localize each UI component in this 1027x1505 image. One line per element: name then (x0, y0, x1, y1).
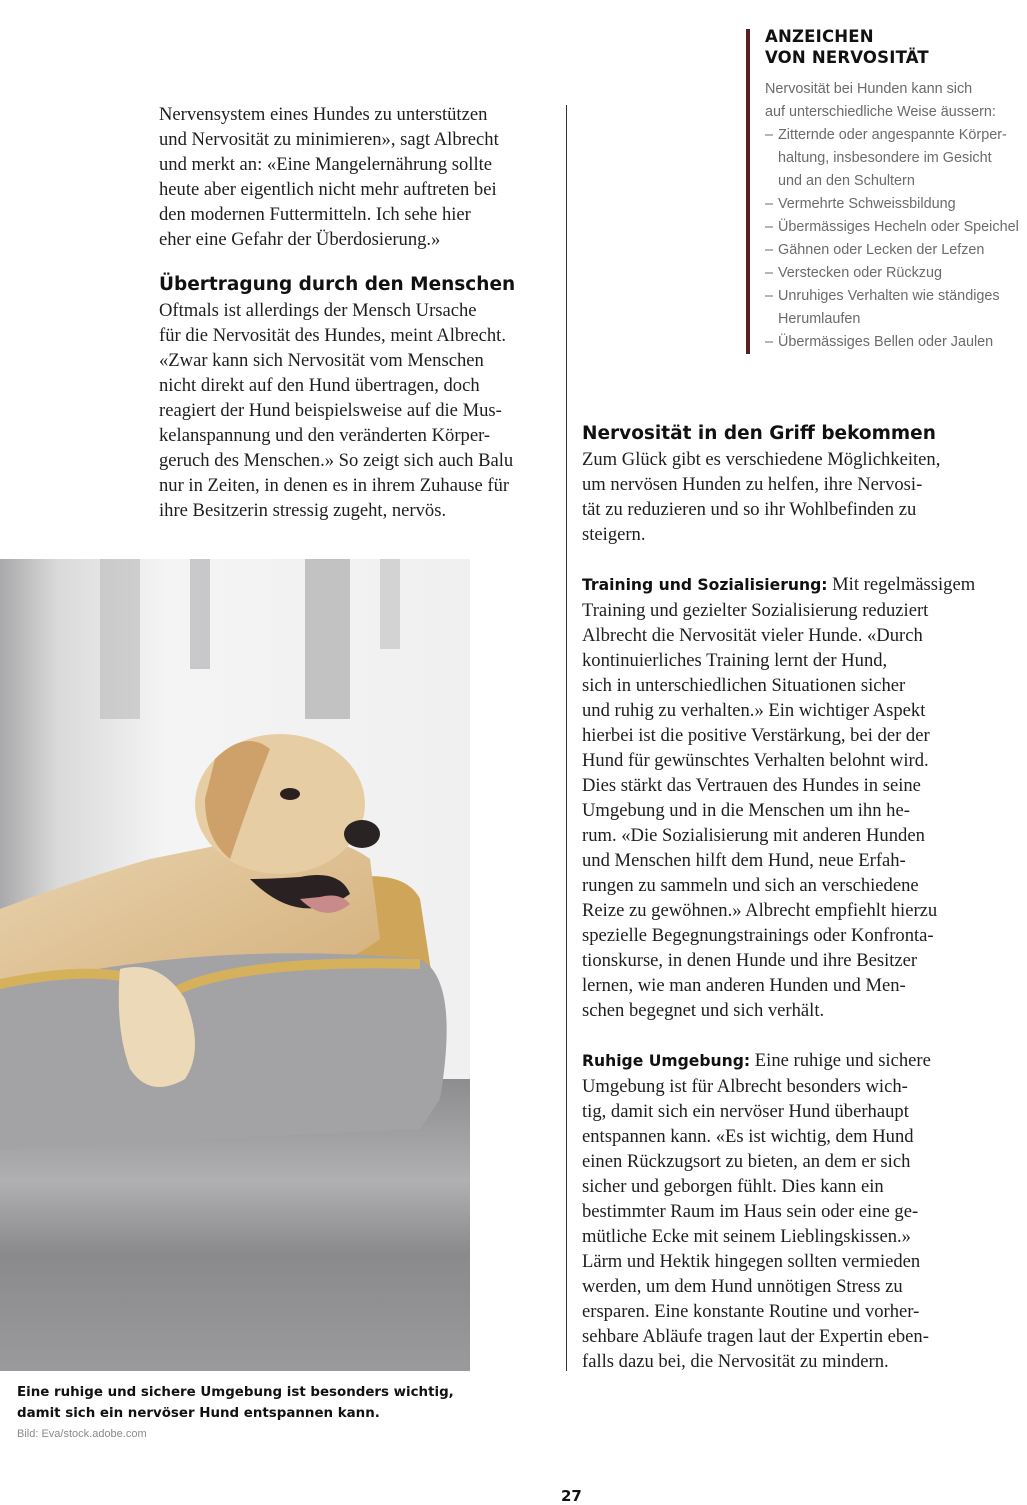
paragraph-lead: Ruhige Umgebung: (582, 1052, 751, 1070)
intro-paragraph (582, 447, 992, 547)
sidebar-list-item (765, 285, 1027, 331)
section-heading: Nervosität in den Griff bekommen (582, 423, 936, 444)
training-paragraph (582, 572, 992, 1023)
text-line: Reize zu gewöhnen.» Albrecht empfiehlt hierzu (582, 900, 938, 921)
text-line: Dies stärkt das Vertrauen des Hundes in seine (582, 775, 921, 796)
list-item-text: und an den Schultern (778, 173, 915, 189)
text-line (582, 572, 992, 598)
dash-bullet: – (765, 242, 774, 258)
text-line (582, 1048, 992, 1074)
text-line: rungen zu sammeln und sich an verschiedene (582, 875, 919, 896)
list-item-text: Übermässiges Bellen oder Jaulen (778, 334, 994, 350)
page-number: 27 (561, 1487, 582, 1505)
text-line: kontinuierliches Training lernt der Hund, (582, 650, 888, 671)
text-line: tig, damit sich ein nervöser Hund überhaupt (582, 1101, 909, 1122)
sidebar-intro-line: auf unterschiedliche Weise äussern: (765, 104, 996, 120)
list-item-text: Zitternde oder angespannte Körper- (778, 127, 1007, 143)
intro-paragraph (159, 102, 559, 252)
text-line: heute aber eigentlich nicht mehr auftreten bei (159, 179, 497, 200)
list-item-text: Verstecken oder Rückzug (778, 265, 942, 281)
text-line: spezielle Begegnungstrainings oder Konfronta- (582, 925, 934, 946)
text-line: ersparen. Eine konstante Routine und vorher- (582, 1301, 920, 1322)
text-line: sehbare Abläufe tragen laut der Expertin eben- (582, 1326, 929, 1347)
text-line: hierbei ist die positive Verstärkung, bei der der (582, 725, 930, 746)
text-line: geruch des Menschen.» So zeigt sich auch Balu (159, 450, 514, 471)
sidebar-title-line: VON NERVOSITÄT (765, 48, 929, 67)
sidebar-box-nervousness-signs (746, 29, 1027, 354)
caption-line: Eine ruhige und sichere Umgebung ist besonders wichtig, (17, 1385, 454, 1400)
caption-text (17, 1382, 477, 1424)
sidebar-list-item (765, 193, 1027, 216)
list-item-text: Unruhiges Verhalten wie ständiges (778, 288, 1000, 304)
text-line: Nervensystem eines Hundes zu unterstützen (159, 104, 488, 125)
text-line: entspannen kann. «Es ist wichtig, dem Hund (582, 1126, 914, 1147)
text-line: für die Nervosität des Hundes, meint Albrecht. (159, 325, 506, 346)
list-item-text: Herumlaufen (778, 311, 861, 327)
sidebar-intro (765, 78, 1027, 124)
sidebar-title-line: ANZEICHEN (765, 27, 874, 46)
text-line: und ruhig zu verhalten.» Ein wichtiger Aspekt (582, 700, 926, 721)
sidebar-list-item (765, 262, 1027, 285)
text-line: einen Rückzugsort zu bieten, an dem er sich (582, 1151, 911, 1172)
left-column (159, 102, 559, 523)
text-line: kelanspannung und den veränderten Körper- (159, 425, 491, 446)
text-line: Zum Glück gibt es verschiedene Möglichkeiten, (582, 449, 941, 470)
dash-bullet: – (765, 265, 774, 281)
photo-credit: Bild: Eva/stock.adobe.com (17, 1428, 147, 1440)
section-heading: Übertragung durch den Menschen (159, 274, 516, 295)
sidebar-title (765, 26, 1027, 68)
text-line: sich in unterschiedlichen Situationen sicher (582, 675, 906, 696)
dash-bullet: – (765, 196, 774, 212)
text-line: und merkt an: «Eine Mangelernährung sollte (159, 154, 493, 175)
text-line: lernen, wie man anderen Hunden und Men- (582, 975, 906, 996)
text-line: Lärm und Hektik hingegen sollten vermieden (582, 1251, 921, 1272)
text-line: mütliche Ecke mit seinem Lieblingskissen.» (582, 1226, 911, 1247)
text-line: steigern. (582, 524, 646, 545)
environment-paragraph (582, 1048, 992, 1374)
body-paragraph (159, 298, 559, 523)
list-item-text: haltung, insbesondere im Gesicht (778, 150, 992, 166)
list-item-text: Übermässiges Hecheln oder Speichel (778, 219, 1019, 235)
dash-bullet: – (765, 219, 774, 235)
text-line: tionskurse, in denen Hunde und ihre Besitzer (582, 950, 918, 971)
text-line: reagiert der Hund beispielsweise auf die Mus- (159, 400, 502, 421)
text-fragment: Eine ruhige und sichere (750, 1050, 931, 1071)
text-line: ihre Besitzerin stressig zugeht, nervös. (159, 500, 447, 521)
list-item-text: Vermehrte Schweissbildung (778, 196, 956, 212)
dog-in-bed-illustration (0, 559, 470, 1371)
sidebar-list-item (765, 239, 1027, 262)
text-line: «Zwar kann sich Nervosität vom Menschen (159, 350, 484, 371)
text-line: nicht direkt auf den Hund übertragen, doch (159, 375, 480, 396)
column-divider (566, 105, 567, 1371)
sidebar-list-item (765, 124, 1027, 193)
sidebar-list-item (765, 331, 1027, 354)
text-line: eher eine Gefahr der Überdosierung.» (159, 229, 441, 250)
text-line: tät zu reduzieren und so ihr Wohlbefinden zu (582, 499, 917, 520)
text-line: und Menschen hilft dem Hund, neue Erfah- (582, 850, 906, 871)
right-column (582, 420, 992, 1374)
photo-caption (17, 1382, 477, 1442)
text-line: Albrecht die Nervosität vieler Hunde. «Durch (582, 625, 923, 646)
list-item-text: Gähnen oder Lecken der Lefzen (778, 242, 985, 258)
text-line: Umgebung und in die Menschen um ihn he- (582, 800, 910, 821)
sidebar-list-item (765, 216, 1027, 239)
caption-line: damit sich ein nervöser Hund entspannen kann. (17, 1406, 380, 1421)
text-line: Umgebung ist für Albrecht besonders wich- (582, 1076, 908, 1097)
text-line: schen begegnet und sich verhält. (582, 1000, 825, 1021)
text-line: rum. «Die Sozialisierung mit anderen Hunden (582, 825, 925, 846)
text-line: sicher und geborgen fühlt. Dies kann ein (582, 1176, 884, 1197)
text-line: nur in Zeiten, in denen es in ihrem Zuhause für (159, 475, 510, 496)
text-line: bestimmter Raum im Haus sein oder eine ge- (582, 1201, 919, 1222)
text-line: den modernen Futtermitteln. Ich sehe hier (159, 204, 471, 225)
text-line: und Nervosität zu minimieren», sagt Albrecht (159, 129, 499, 150)
dog-photo (0, 559, 470, 1371)
dash-bullet: – (765, 127, 774, 143)
paragraph-lead: Training und Sozialisierung: (582, 576, 828, 594)
text-line: um nervösen Hunden zu helfen, ihre Nervosi- (582, 474, 923, 495)
text-line: falls dazu bei, die Nervosität zu mindern. (582, 1351, 889, 1372)
dash-bullet: – (765, 288, 774, 304)
text-line: werden, um dem Hund unnötigen Stress zu (582, 1276, 903, 1297)
text-fragment: Mit regelmässigem (827, 574, 976, 595)
text-line: Hund für gewünschtes Verhalten belohnt wird. (582, 750, 929, 771)
text-line: Training und gezielter Sozialisierung reduziert (582, 600, 929, 621)
dash-bullet: – (765, 334, 774, 350)
sidebar-list (765, 124, 1027, 354)
text-line: Oftmals ist allerdings der Mensch Ursache (159, 300, 477, 321)
sidebar-intro-line: Nervosität bei Hunden kann sich (765, 81, 973, 97)
